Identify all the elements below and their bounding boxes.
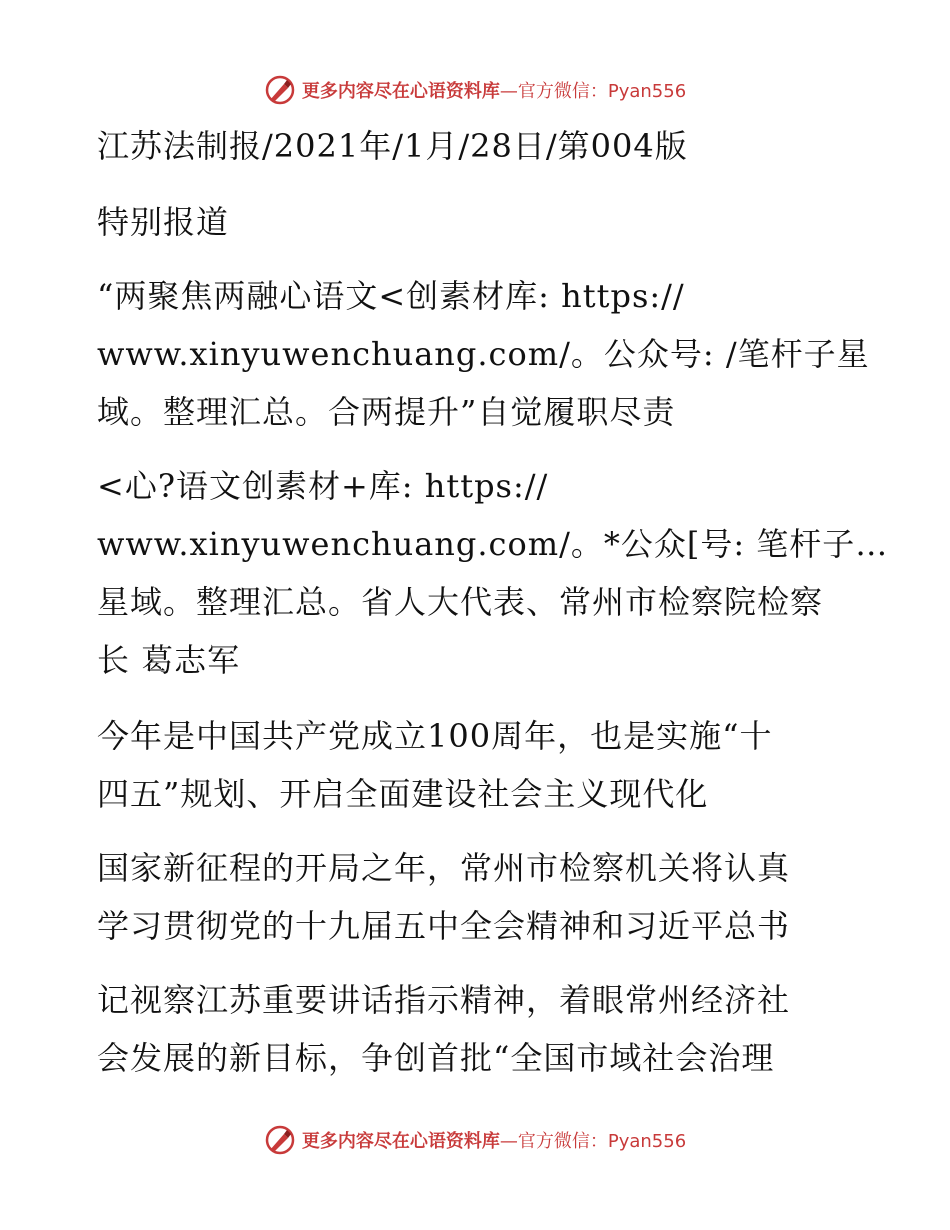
- banner-wechat-id: Pyan556: [607, 1131, 687, 1152]
- banner-wechat-label: 官方微信：: [517, 1131, 608, 1152]
- banner-text: [302, 1127, 686, 1153]
- paragraph-line-5: 记视察江苏重要讲话指示精神，着眼常州经济社: [97, 981, 791, 1019]
- headline-line-2: www.xinyuwenchuang.com/。公众号: /笔杆子星: [97, 335, 870, 373]
- banner-slogan: 更多内容尽在心语资料库: [301, 1131, 500, 1152]
- byline-line-1: <心?语文创素材+库: https://: [97, 467, 549, 505]
- paragraph-line-3: 国家新征程的开局之年，常州市检察机关将认真: [97, 849, 791, 887]
- banner-wechat-id: Pyan556: [607, 81, 687, 102]
- header-banner: [0, 70, 950, 110]
- banner-text: [302, 77, 686, 103]
- byline-line-2: www.xinyuwenchuang.com/。*公众[号: 笔杆子…: [97, 525, 889, 563]
- paragraph-line-4: 学习贯彻党的十九届五中全会精神和习近平总书: [97, 907, 791, 945]
- banner-separator: —: [499, 1131, 518, 1152]
- byline-line-3: 星域。整理汇总。省人大代表、常州市检察院检察: [97, 583, 824, 621]
- pen-circle-logo-icon: [264, 1124, 296, 1156]
- footer-banner: [0, 1120, 950, 1160]
- byline-line-4: 长 葛志军: [97, 641, 241, 679]
- paragraph-line-6: 会发展的新目标，争创首批“全国市域社会治理: [97, 1039, 775, 1077]
- pen-circle-logo-icon: [264, 74, 296, 106]
- headline-line-1: “两聚焦两融心语文<创素材库: https://: [97, 277, 685, 315]
- banner-wechat-label: 官方微信：: [517, 81, 608, 102]
- paragraph-line-2: 四五”规划、开启全面建设社会主义现代化: [97, 775, 709, 813]
- headline-line-3: 域。整理汇总。合两提升”自觉履职尽责: [97, 393, 676, 431]
- article-source-line: 江苏法制报/2021年/1月/28日/第004版: [97, 127, 688, 165]
- banner-separator: —: [499, 81, 518, 102]
- banner-slogan: 更多内容尽在心语资料库: [301, 81, 500, 102]
- paragraph-line-1: 今年是中国共产党成立100周年，也是实施“十: [97, 717, 773, 755]
- section-title: 特别报道: [97, 203, 230, 241]
